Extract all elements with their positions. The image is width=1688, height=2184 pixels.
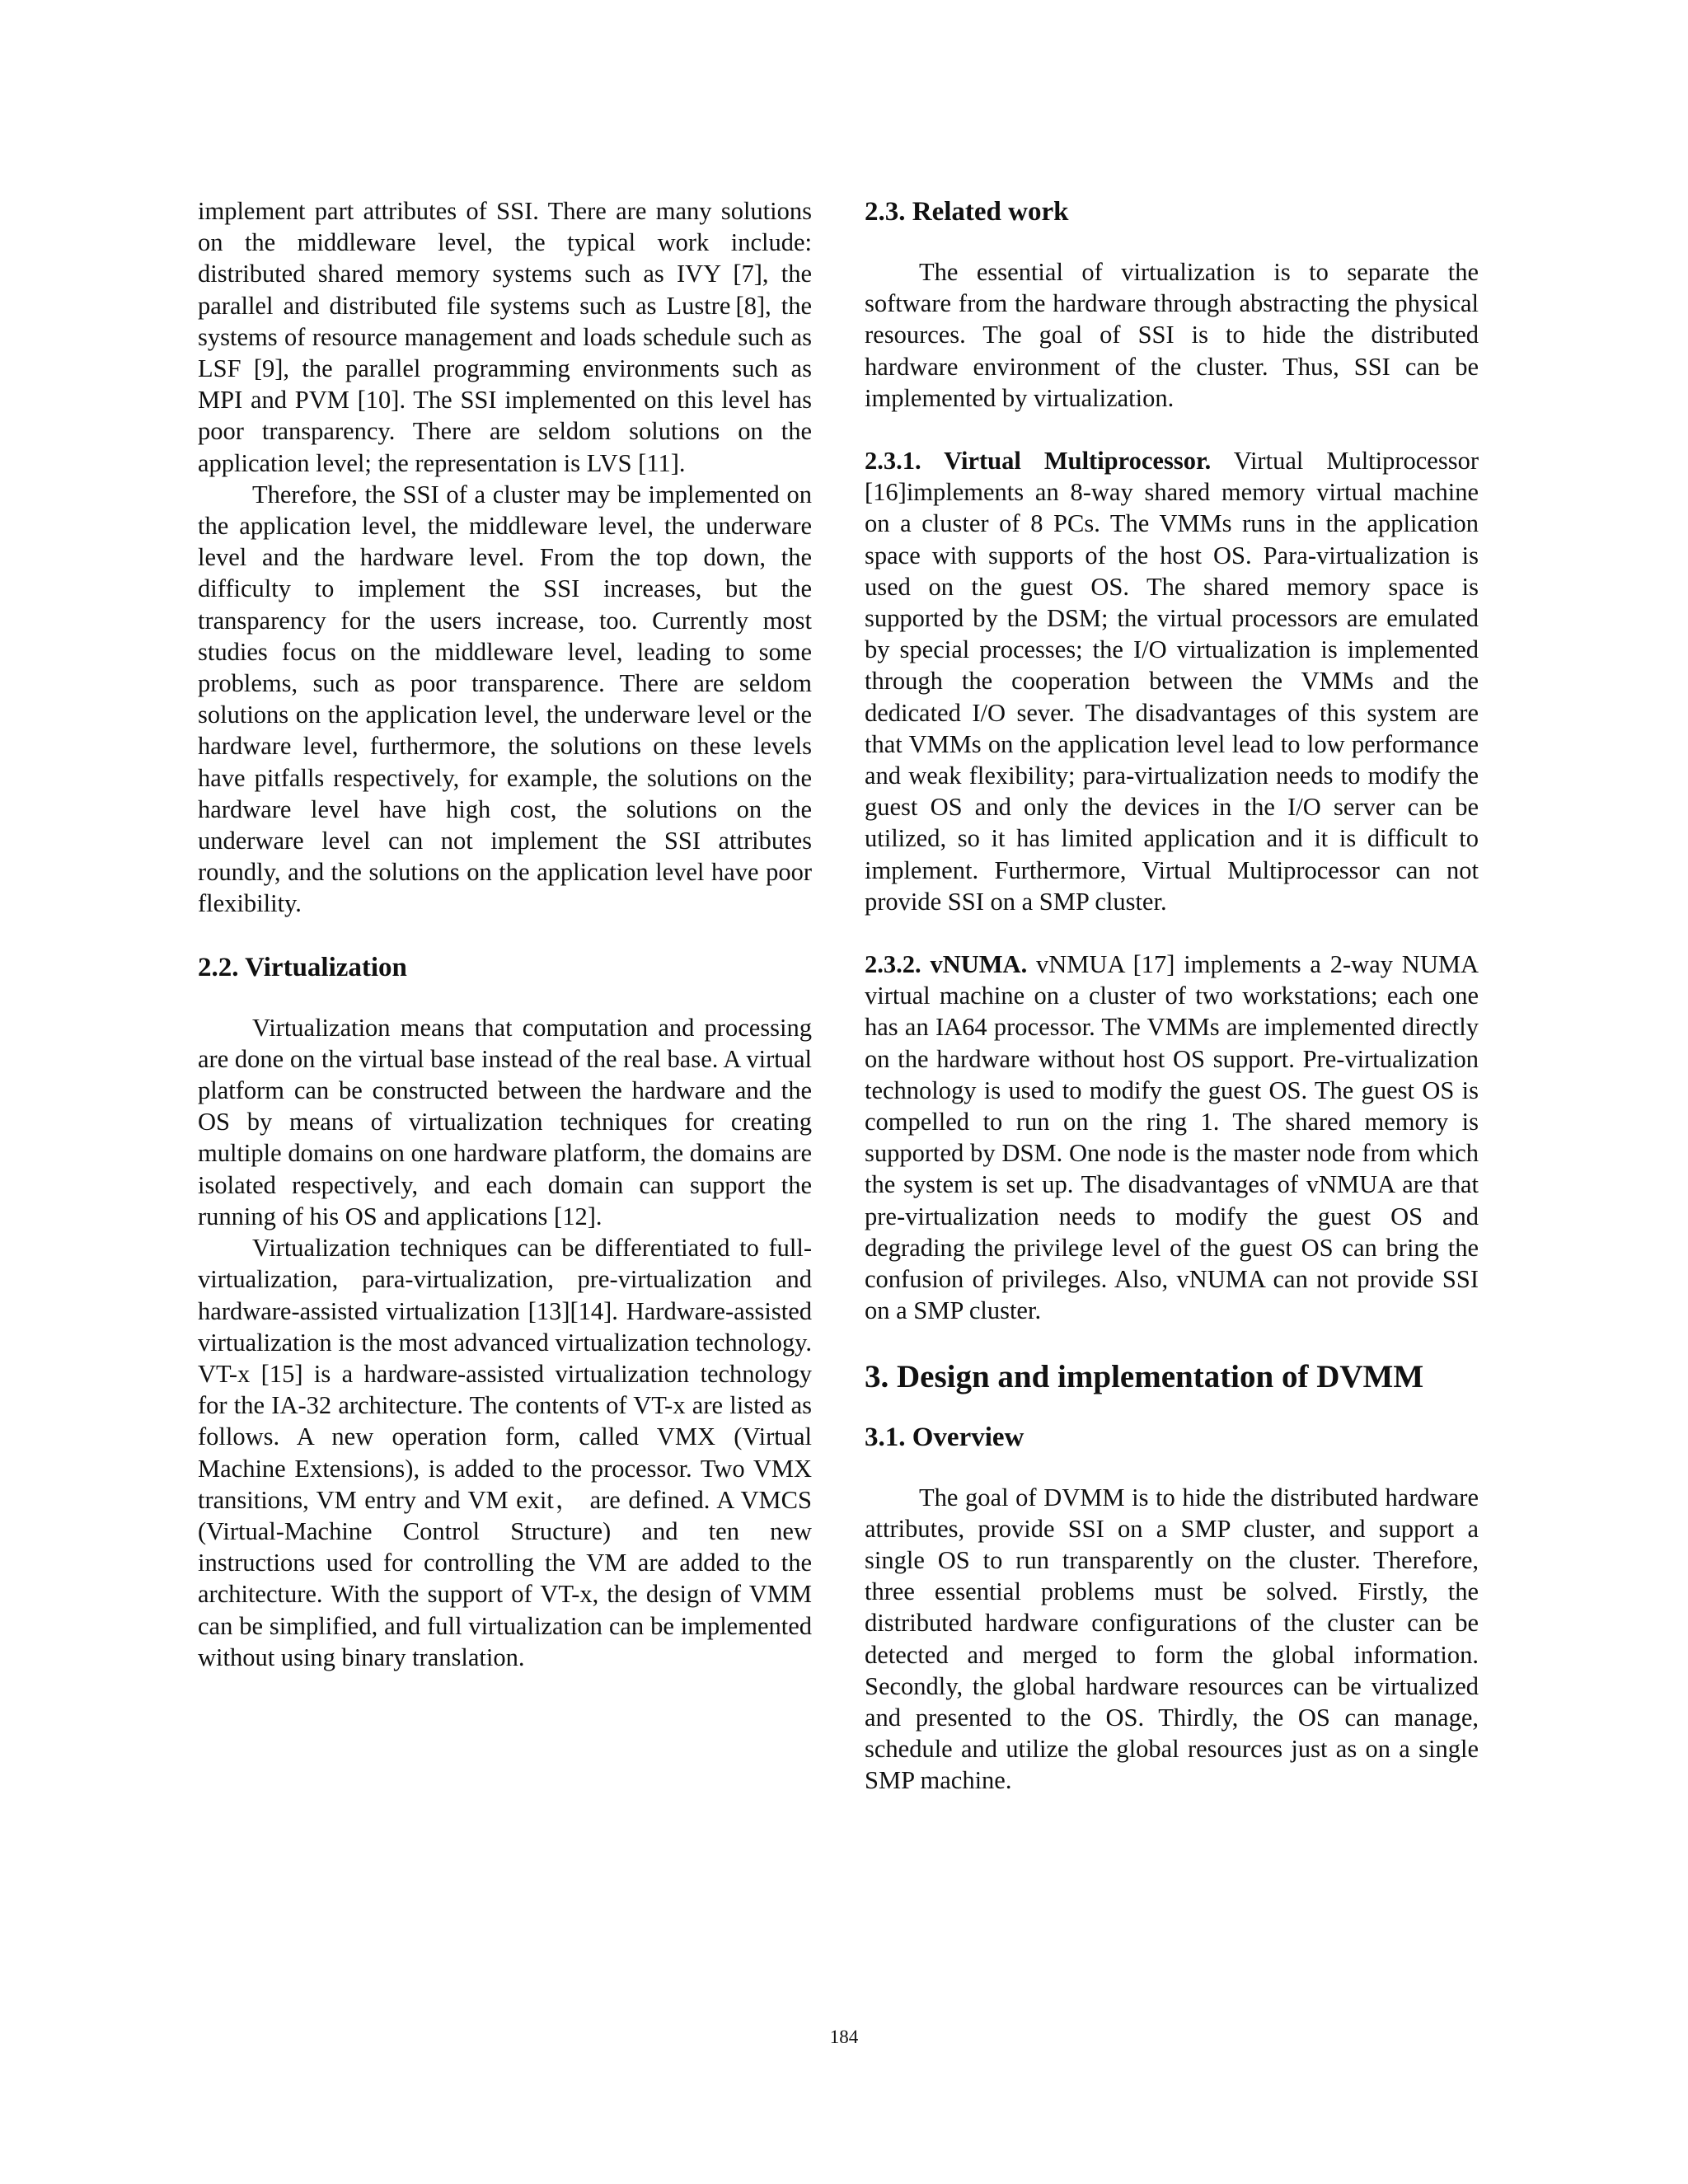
left-column — [198, 195, 812, 1673]
section-heading-virtualization: 2.2. Virtualization — [198, 952, 407, 982]
right-column — [865, 195, 1479, 1797]
body-paragraph: The goal of DVMM is to hide the distributed hardware attributes, provide SSI on a SMP cluster, and support a single OS to run transparently on the cluster. Therefore, three essential problems must be solved. Firstly, the distributed hardware configurations of the cluster can be detected and merged to form the global information. Secondly, the global hardware resources can be virtualized and presented to the OS. Thirdly, the OS can manage, schedule and utilize the global resources just as on a single SMP machine. — [865, 1483, 1479, 1795]
body-text: vNMUA [17] implements a 2-way NUMA virtual machine on a cluster of two workstations; each one has an IA64 processor. The VMMs are implemented directly on the hardware without host OS support. Pre-virtualization technology is used to modify the guest OS. The guest OS is compelled to run on the ring 1. The shared memory is supported by DSM. One node is the master node from which the system is set up. The disadvantages of vNMUA are that pre-virtualization needs to modify the guest OS and degrading the privilege level of the guest OS can bring the confusion of privileges. Also, vNUMA can not provide SSI on a SMP cluster. — [865, 950, 1479, 1325]
body-paragraph: The essential of virtualization is to separate the software from the hardware through abstracting the physical resources. The goal of SSI is to hide the distributed hardware environment of the cluster. Thus, SSI can be implemented by virtualization. — [865, 258, 1479, 412]
body-text: Virtual Multiprocessor [16]implements an 8-way shared memory virtual machine on a cluster of 8 PCs. The VMMs runs in the application space with supports of the host OS. Para-virtualization is used on the guest OS. The shared memory space is supported by the DSM; the virtual processors are emulated by special processes; the I/O virtualization is implemented through the cooperation between the VMMs and the dedicated I/O sever. The disadvantages of this system are that VMMs on the application level lead to low performance and weak flexibility; para-virtualization needs to modify the guest OS and only the devices in the I/O server can be utilized, so it has limited application and it is difficult to implement. Furthermore, Virtual Multiprocessor can not provide SSI on a SMP cluster. — [865, 447, 1479, 916]
section-heading-design: 3. Design and implementation of DVMM — [865, 1358, 1424, 1394]
body-paragraph: Virtualization techniques can be differentiated to full-virtualization, para-virtualization, pre-virtualization and hardware-assisted virtualization [13][14]. Hardware-assisted virtualization is the most advanced virtualization technology. VT-x [15] is a hardware-assisted virtualization technology for the IA-32 architecture. The contents of VT-x are listed as follows. A new operation form, called VMX (Virtual Machine Extensions), is added to the processor. Two VMX transitions, VM entry and VM exit， are defined. A VMCS (Virtual-Machine Control Structure) and ten new instructions used for controlling the VM are added to the architecture. With the support of VT-x, the design of VMM can be simplified, and full virtualization can be implemented without using binary translation. — [198, 1234, 812, 1671]
subsection-heading-virtual-multiprocessor: 2.3.1. Virtual Multiprocessor. — [865, 447, 1212, 476]
subsection-paragraph-virtual-multiprocessor — [865, 445, 1479, 917]
subsection-heading-vnuma: 2.3.2. vNUMA. — [865, 950, 1028, 979]
body-paragraph: Therefore, the SSI of a cluster may be implemented on the application level, the middleware level, the underware level and the hardware level. From the top down, the difficulty to implement the SSI increases, but the transparency for the users increase, too. Currently most studies focus on the middleware level, leading to some problems, such as poor transparence. There are seldom solutions on the application level, the underware level or the hardware level, furthermore, the solutions on these levels have pitfalls respectively, for example, the solutions on the hardware level have high cost, the solutions on the underware level can not implement the SSI attributes roundly, and the solutions on the application level have poor flexibility. — [198, 480, 812, 918]
body-paragraph: Virtualization means that computation and processing are done on the virtual base instead of the real base. A virtual platform can be constructed between the hardware and the OS by means of virtualization techniques for creating multiple domains on one hardware platform, the domains are isolated respectively, and each domain can support the running of his OS and applications [12]. — [198, 1013, 812, 1230]
subsection-heading-overview: 3.1. Overview — [865, 1422, 1025, 1452]
section-heading-related-work: 2.3. Related work — [865, 197, 1069, 227]
page-number: 184 — [829, 2027, 859, 2047]
subsection-paragraph-vnuma — [865, 949, 1479, 1326]
body-paragraph: implement part attributes of SSI. There are many solutions on the middleware level, the typical work include: distributed shared memory systems such as IVY [7], the parallel and distributed file systems such as Lustre [8], the systems of resource management and loads schedule such as LSF [9], the parallel programming environments such as MPI and PVM [10]. The SSI implemented on this level has poor transparency. There are seldom solutions on the application level; the representation is LVS [11]. — [198, 197, 812, 477]
